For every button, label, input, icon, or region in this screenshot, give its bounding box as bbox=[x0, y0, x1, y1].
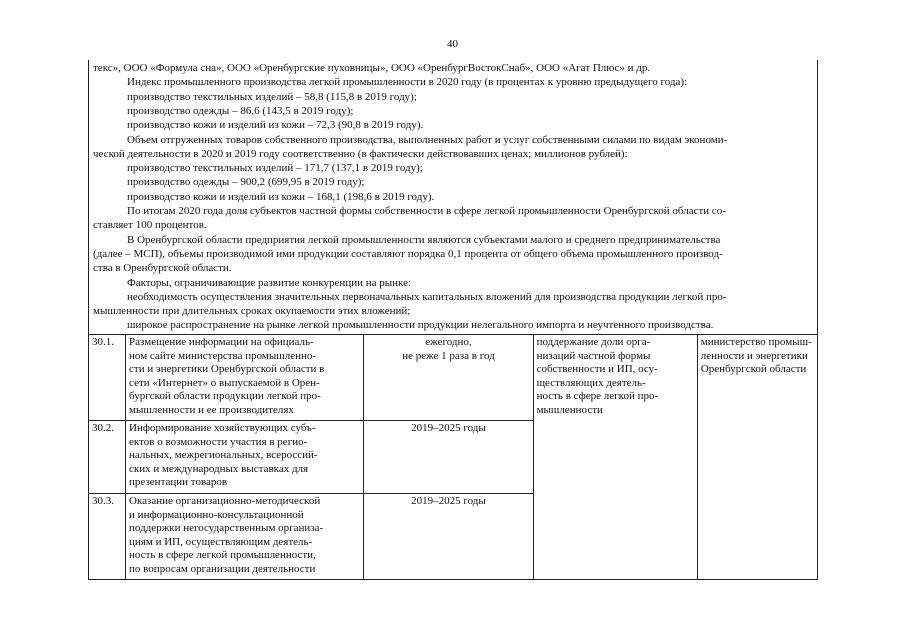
paragraph-block bbox=[88, 60, 818, 334]
page-number: 40 bbox=[447, 38, 458, 50]
paragraph-line: производство одежды – 86,6 (143,5 в 2019 году); bbox=[127, 104, 354, 117]
measure-name: Оказание организационно-методической и информационно-консультационной поддержки негосударственным организа- циям и ИП, осуществляющим деятель- ность в сфере легкой промышленности, по вопросам организации деятельности bbox=[126, 494, 364, 580]
paragraph-line: В Оренбургской области предприятия легкой промышленности являются субъектами малого и среднего предпринимательства bbox=[127, 233, 721, 246]
paragraph-line: Объем отгруженных товаров собственного производства, выполненных работ и услуг собственными силами по видам экономи- bbox=[127, 133, 728, 146]
row-number: 30.2. bbox=[89, 421, 126, 494]
paragraph-line: (далее – МСП), объемы производимой ими продукции составляют порядка 0,1 процента от общего объема промышленного производ- bbox=[93, 247, 723, 260]
paragraph-line: производство кожи и изделий из кожи – 72,3 (90,8 в 2019 году). bbox=[127, 119, 424, 132]
row-number: 30.1. bbox=[89, 335, 126, 421]
paragraph-line: ставляет 100 процентов. bbox=[93, 219, 207, 232]
measure-term: 2019–2025 годы bbox=[364, 421, 533, 494]
measure-term: 2019–2025 годы bbox=[364, 494, 533, 580]
measures-table bbox=[88, 334, 818, 580]
document-frame bbox=[88, 60, 818, 580]
measure-name: Информирование хозяйствующих субъ- ектов о возможности участия в регио- нальных, межрегиональных, всероссий- ских и международных выставках для презентации товаров bbox=[126, 421, 364, 494]
paragraph-line: Факторы, ограничивающие развитие конкуренции на рынке: bbox=[127, 276, 412, 289]
measure-term: ежегодно, не реже 1 раза в год bbox=[364, 335, 533, 421]
paragraph-line: производство текстильных изделий – 58,8 (115,8 в 2019 году); bbox=[127, 90, 417, 103]
paragraph-line: ческой деятельности в 2020 и 2019 году соответственно (в фактически действовавших ценах; миллионов рублей): bbox=[93, 147, 628, 160]
paragraph-line: производство текстильных изделий – 171,7 (137,1 в 2019 году); bbox=[127, 162, 423, 175]
row-number: 30.3. bbox=[89, 494, 126, 580]
paragraph-line: производство одежды – 900,2 (699,95 в 2019 году); bbox=[127, 176, 365, 189]
paragraph-line: мышленности при длительных сроках окупаемости этих вложений; bbox=[93, 305, 411, 318]
responsible-executor: министерство промыш- ленности и энергетики Оренбургской области bbox=[697, 335, 817, 580]
paragraph-line: Индекс промышленного производства легкой промышленности в 2020 году (в процентах к уровню предыдущего года): bbox=[127, 76, 688, 89]
target-indicator: поддержание доли орга- низаций частной формы собственности и ИП, осу- ществляющих деятель- ность в сфере легкой про- мышленности bbox=[533, 335, 697, 580]
paragraph-line: широкое распространение на рынке легкой промышленности продукции нелегального импорта и неучтенного производства. bbox=[127, 319, 714, 332]
table-row bbox=[89, 335, 818, 421]
paragraph-line: производство кожи и изделий из кожи – 168,1 (198,6 в 2019 году). bbox=[127, 190, 435, 203]
paragraph-line: По итогам 2020 года доля субъектов частной формы собственности в сфере легкой промышленности Оренбургской области со- bbox=[127, 205, 726, 217]
paragraph-line: необходимость осуществления значительных первоначальных капитальных вложений для производства продукции легкой про- bbox=[127, 290, 727, 303]
paragraph-line: ства в Оренбургской области. bbox=[93, 262, 232, 275]
measure-name: Размещение информации на официаль- ном сайте министерства промышленно- сти и энергетики Оренбургской области в сети «Интернет» о выпускаемой в Орен- бургской области продукции легкой про- мышленности и ее производителях bbox=[126, 335, 364, 421]
paragraph-line: текс», ООО «Формула сна», ООО «Оренбургские пуховницы», ООО «ОренбургВостокСнаб», ООО «Агат Плюс» и др. bbox=[93, 62, 651, 74]
